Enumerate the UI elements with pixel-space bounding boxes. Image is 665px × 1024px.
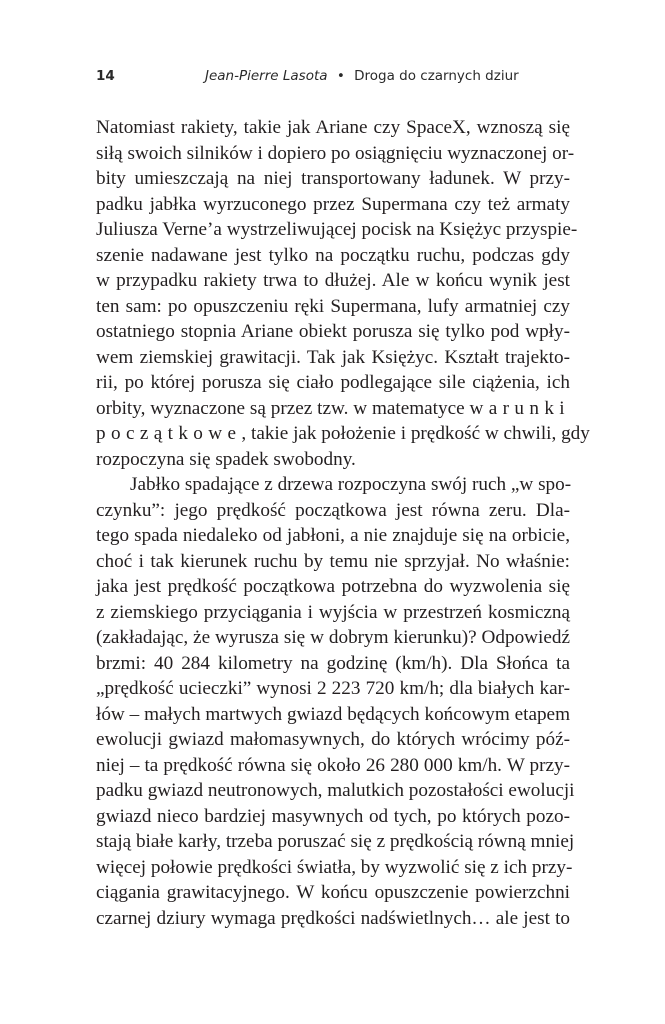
text-line: ewolucji gwiazd małomasywnych, do których wrócimy póź- [96, 729, 570, 750]
text-line: bity umieszczają na niej transportowany ładunek. W przy- [96, 168, 570, 189]
text-line: z ziemskiego przyciągania i wyjścia w przestrzeń kosmiczną [96, 601, 570, 623]
text-line: więcej połowie prędkości światła, by wyzwolić się z ich przy- [96, 856, 573, 878]
line-text: orbity, wyznaczone są przez tzw. w matematyce [96, 397, 465, 419]
text-line [96, 396, 570, 422]
text-line: jaka jest prędkość początkowa potrzebna do wyzwolenia się [96, 576, 570, 597]
text-line [96, 421, 590, 447]
text-line: wem ziemskiej grawitacji. Tak jak Księżyc. Kształt trajekto- [96, 346, 570, 368]
text-line: padku jabłka wyrzuconego przez Supermana czy też armaty [96, 193, 570, 215]
text-line: siłą swoich silników i dopiero po osiągnięciu wyznaczonej or- [96, 142, 575, 164]
line-text: , takie jak położenie i prędkość w chwili, gdy [241, 423, 590, 444]
text-line: stają białe karły, trzeba poruszać się z prędkością równą mniej [96, 831, 575, 852]
text-line: gwiazd nieco bardziej masywnych od tych, po których pozo- [96, 805, 570, 827]
text-line: ten sam: po opuszczeniu ręki Supermana, lufy armatniej czy [96, 295, 570, 317]
book-title: Droga do czarnych dziur [354, 68, 519, 84]
text-line: (zakładając, że wyrusza się w dobrym kierunku)? Odpowiedź [96, 627, 570, 648]
text-line: łów – małych martwych gwiazd będących końcowym etapem [96, 703, 570, 725]
page-number: 14 [96, 68, 115, 84]
text-line: ostatniego stopnia Ariane obiekt porusza się tylko pod wpły- [96, 321, 570, 342]
text-line: tego spada niedaleko od jabłoni, a nie znajduje się na orbicie, [96, 525, 570, 546]
text-line: „prędkość ucieczki” wynosi 2 223 720 km/h; dla białych kar- [96, 678, 570, 699]
text-line: ciągania grawitacyjnego. W końcu opuszczenie powierzchni [96, 882, 570, 903]
text-line: rozpoczyna się spadek swobodny. [96, 448, 356, 470]
text-line: Juliusza Verne’a wystrzeliwującej pocisk na Księżyc przyspie- [96, 219, 578, 240]
text-line: szenie nadawane jest tylko na początku ruchu, podczas gdy [96, 244, 570, 266]
author-name: Jean-Pierre Lasota [205, 68, 328, 84]
separator-bullet: • [336, 68, 345, 84]
text-line: Jabłko spadające z drzewa rozpoczyna swój ruch „w spo- [130, 474, 572, 495]
text-line: w przypadku rakiety trwa to dłużej. Ale w końcu wynik jest [96, 270, 570, 291]
text-line: czynku”: jego prędkość początkowa jest równa zeru. Dla- [96, 499, 570, 521]
spaced-term: warunki [469, 397, 570, 419]
text-line: padku gwiazd neutronowych, malutkich pozostałości ewolucji [96, 780, 575, 801]
text-line: brzmi: 40 284 kilometry na godzinę (km/h). Dla Słońca ta [96, 652, 570, 674]
body-text [96, 115, 590, 931]
spaced-term: początkowe [96, 423, 242, 444]
running-header [96, 68, 576, 88]
text-line: czarnej dziury wymaga prędkości nadświetlnych… ale jest to [96, 907, 570, 929]
text-line: rii, po której porusza się ciało podlegające sile ciążenia, ich [96, 372, 570, 393]
running-title [205, 68, 519, 84]
text-line: Natomiast rakiety, takie jak Ariane czy SpaceX, wznoszą się [96, 117, 570, 138]
text-line: niej – ta prędkość równa się około 26 280 000 km/h. W przy- [96, 754, 570, 776]
text-line: choć i tak kierunek ruchu by temu nie sprzyjał. No właśnie: [96, 550, 570, 572]
